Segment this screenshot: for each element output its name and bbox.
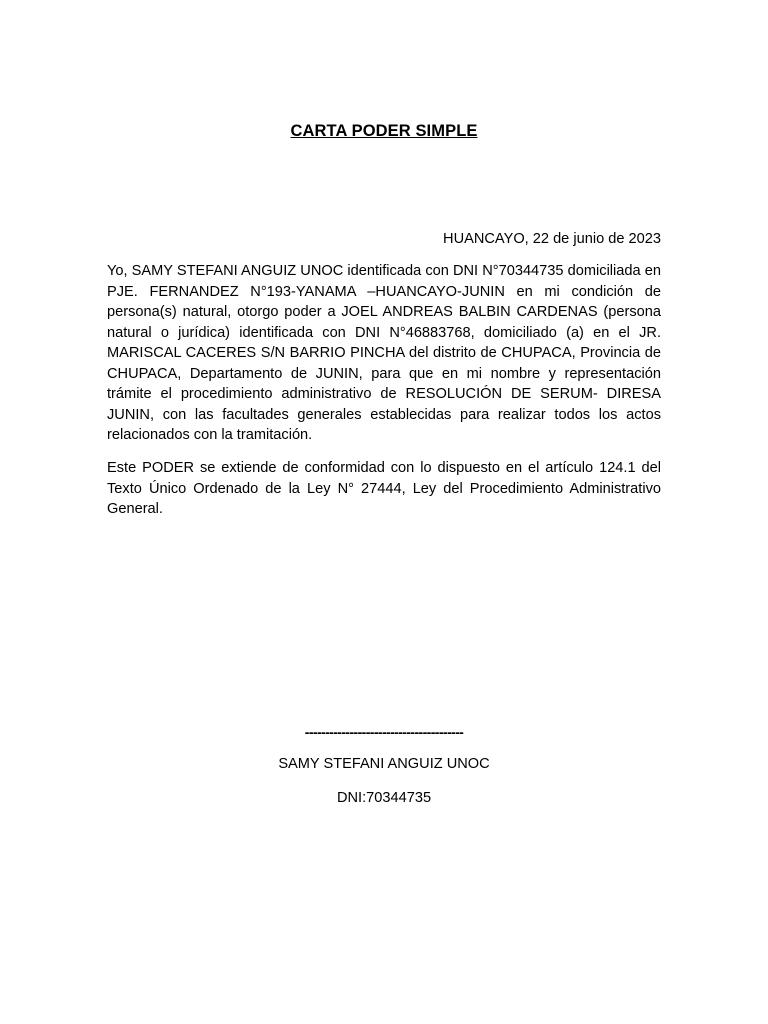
body-paragraph-legal-basis: Este PODER se extiende de conformidad con lo dispuesto en el artículo 124.1 del Texto Único Ordenado de la Ley N° 27444, Ley del Procedimiento Administrativo General. — [107, 460, 661, 517]
signer-name: SAMY STEFANI ANGUIZ UNOC — [278, 756, 490, 772]
signer-dni: DNI:70344735 — [336, 790, 432, 806]
place-date: HUANCAYO, 22 de junio de 2023 — [443, 231, 661, 247]
body-paragraph-power-grant: Yo, SAMY STEFANI ANGUIZ UNOC identificada con DNI N°70344735 domiciliada en PJE. FERNANDEZ N°193-YANAMA –HUANCAYO-JUNIN en mi condición de persona(s) natural, otorgo poder a JOEL ANDREAS BALBIN CARDENAS (persona natural o jurídica) identificada con DNI N°46883768, domiciliado (a) en el JR. MARISCAL CACERES S/N BARRIO PINCHA del distrito de CHUPACA, Provincia de CHUPACA, Departamento de JUNIN, para que en mi nombre y representación trámite el procedimiento administrativo de RESOLUCIÓN DE SERUM- DIRESA JUNIN, con las facultades generales establecidas para realizar todos los actos relacionados con la tramitación. — [107, 263, 661, 443]
document-title: CARTA PODER SIMPLE — [290, 122, 478, 140]
signature-line: --------------------------------------- — [304, 724, 464, 740]
